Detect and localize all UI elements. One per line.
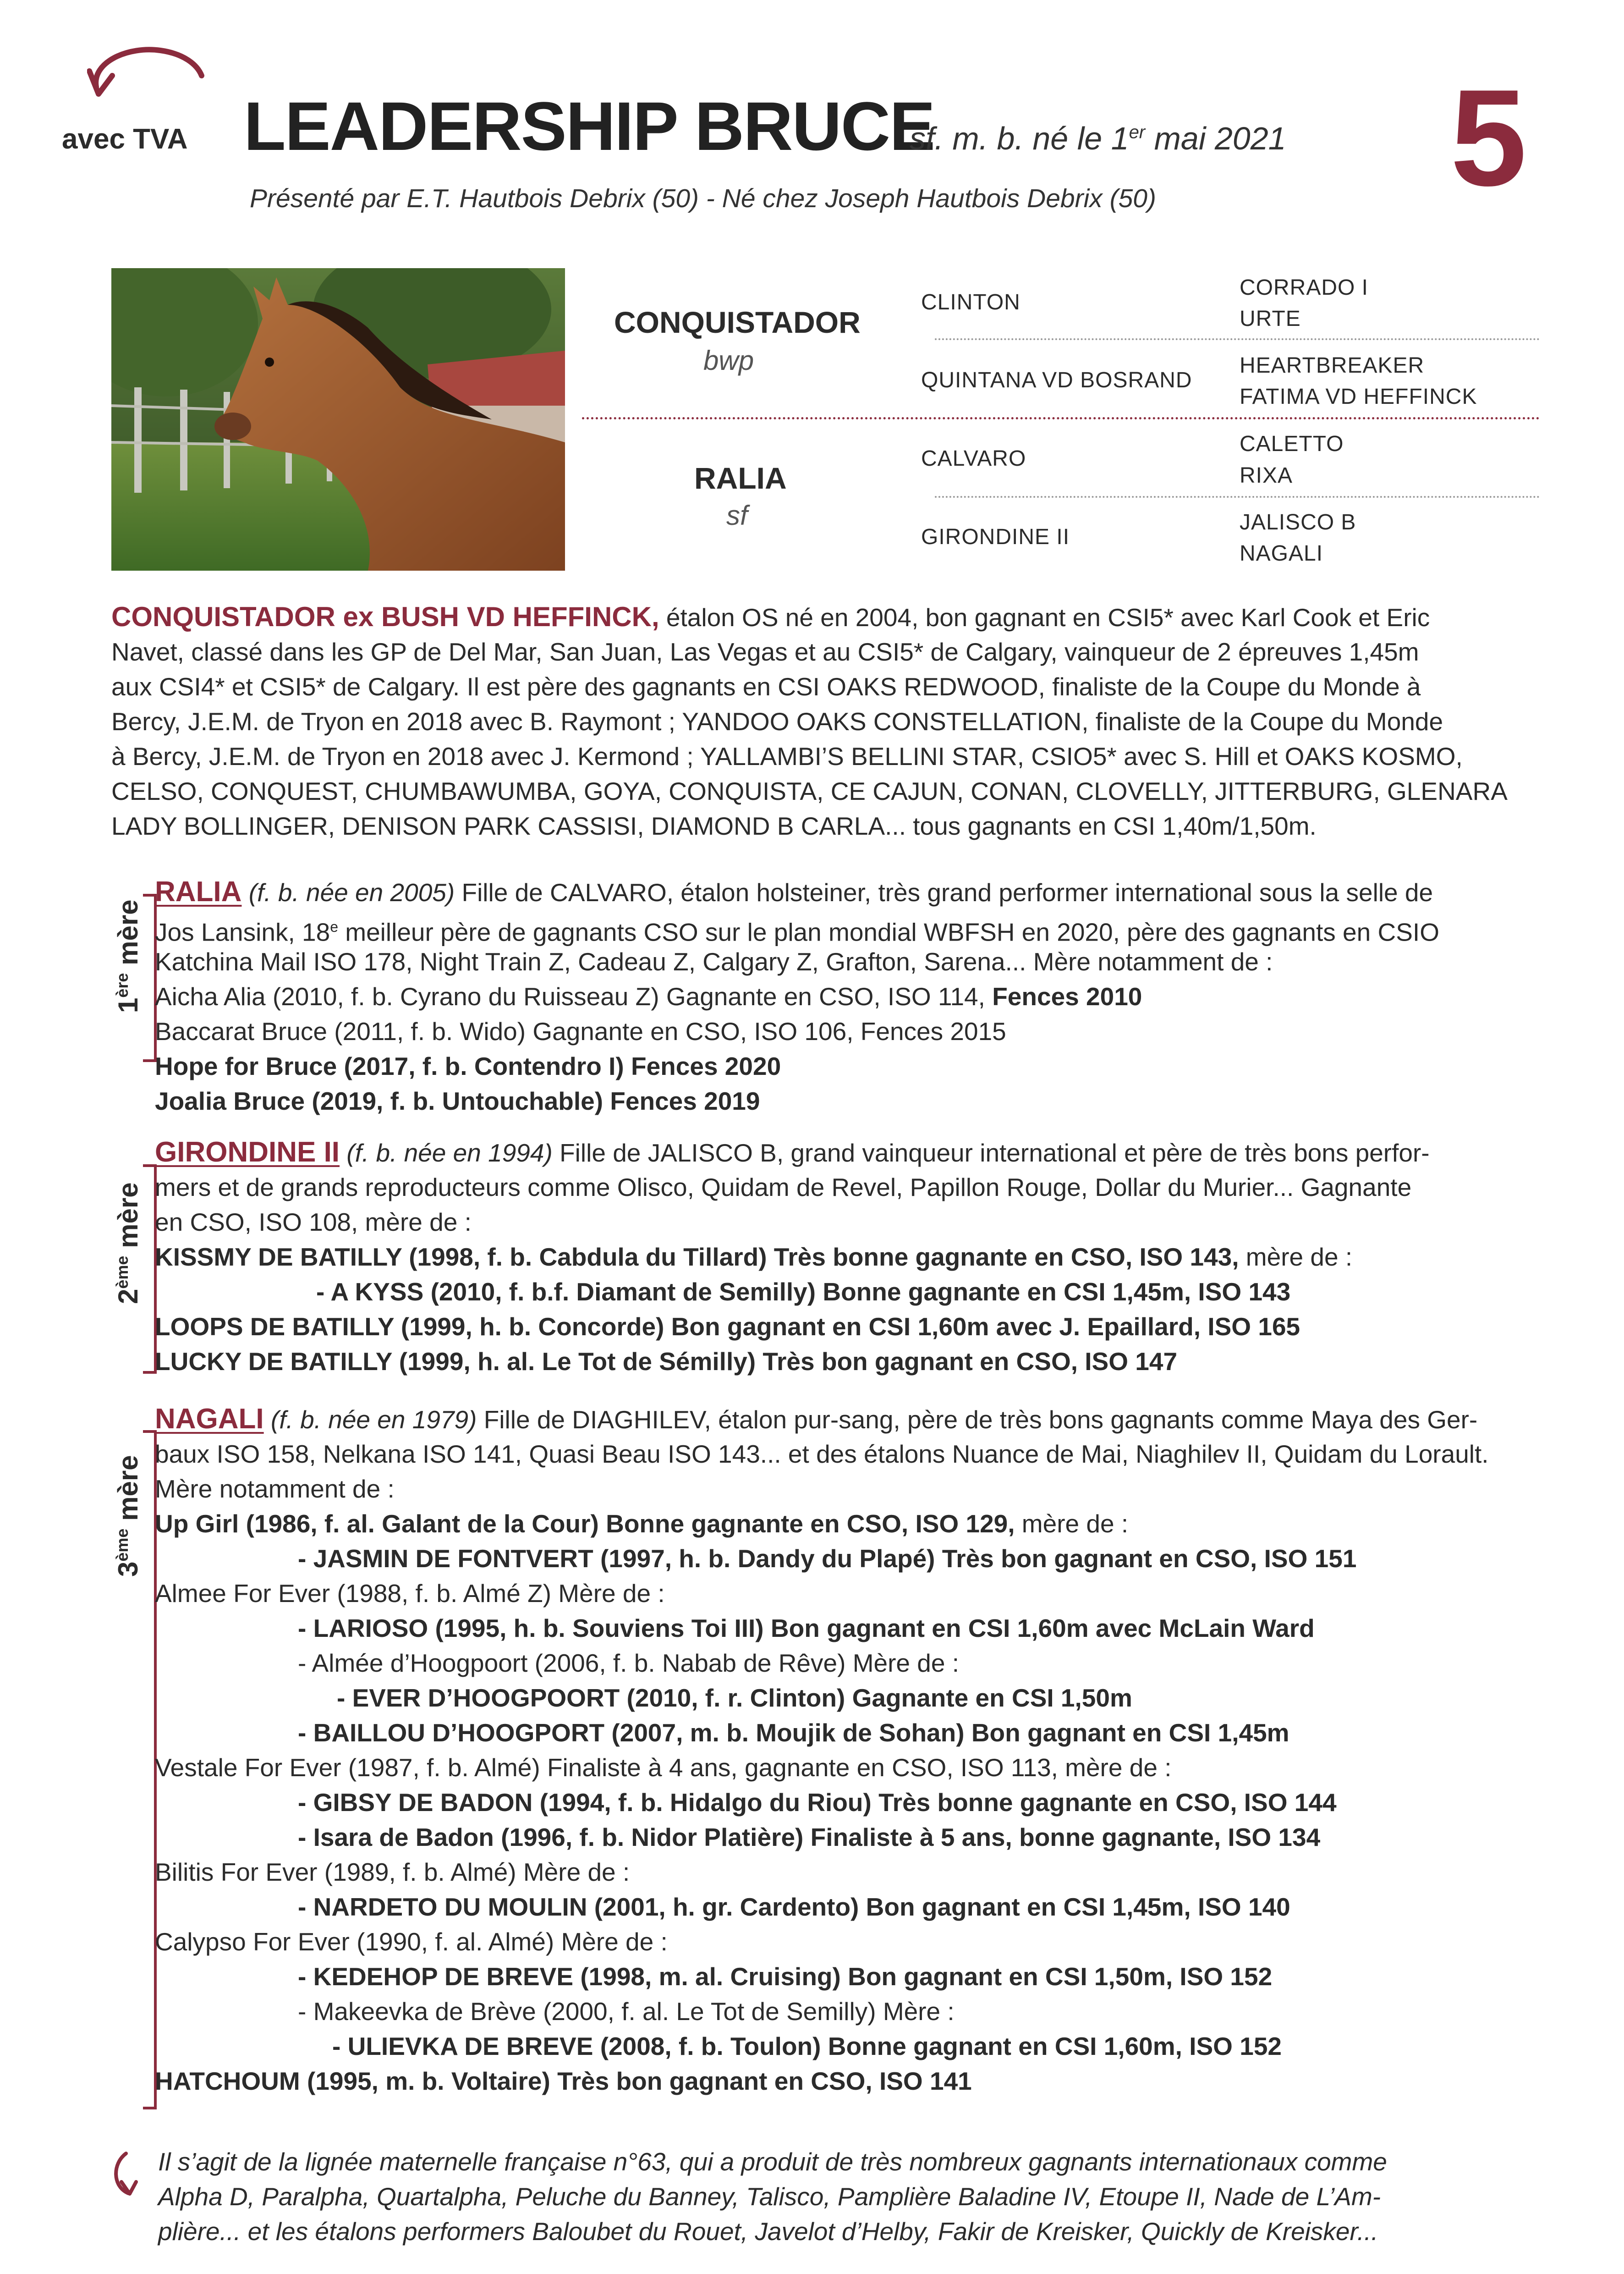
lot-number: 5 — [1450, 61, 1527, 215]
pedigree-ggs-7: JALISCO B — [1240, 510, 1356, 534]
horse-photo — [111, 268, 565, 571]
pedigree-ggs-3: HEARTBREAKER — [1240, 353, 1425, 378]
pedigree-ggs-1: CORRADO I — [1240, 275, 1369, 300]
generation-label-1: 1ère mère — [113, 899, 143, 1013]
pedigree-dam-breed: sf — [726, 500, 748, 531]
horse-name-title: LEADERSHIP BRUCE — [244, 88, 935, 165]
pedigree-ggs-4: FATIMA VD HEFFINCK — [1240, 385, 1477, 409]
generation-label-3: 3ème mère — [113, 1455, 143, 1577]
pedigree-dam: RALIA — [694, 461, 787, 495]
pedigree-granddam-2: GIRONDINE II — [921, 525, 1070, 549]
pedigree-granddam-1: QUINTANA VD BOSRAND — [921, 368, 1192, 392]
curved-arrow-icon — [108, 2150, 140, 2200]
generation-label-2: 2ème mère — [113, 1182, 143, 1304]
pedigree-divider — [935, 496, 1540, 498]
pedigree-ggs-8: NAGALI — [1240, 541, 1323, 566]
pedigree-sire-breed: bwp — [703, 345, 754, 376]
tva-label: avec TVA — [62, 123, 188, 155]
pedigree-ggs-2: URTE — [1240, 307, 1301, 331]
pedigree-grandsire-1: CLINTON — [921, 290, 1020, 314]
pedigree-ggs-5: CALETTO — [1240, 432, 1344, 456]
pedigree-main-divider — [582, 417, 1540, 419]
presented-by: Présenté par E.T. Hautbois Debrix (50) - Né chez Joseph Hautbois Debrix (50) — [250, 184, 1156, 213]
pedigree-sire: CONQUISTADOR — [614, 305, 861, 339]
pedigree-ggs-6: RIXA — [1240, 463, 1293, 488]
horse-subtitle: sf. m. b. né le 1er mai 2021 — [910, 121, 1286, 156]
pedigree-divider — [935, 338, 1540, 340]
pedigree-grandsire-2: CALVARO — [921, 446, 1026, 471]
curved-arrow-icon — [87, 44, 206, 112]
